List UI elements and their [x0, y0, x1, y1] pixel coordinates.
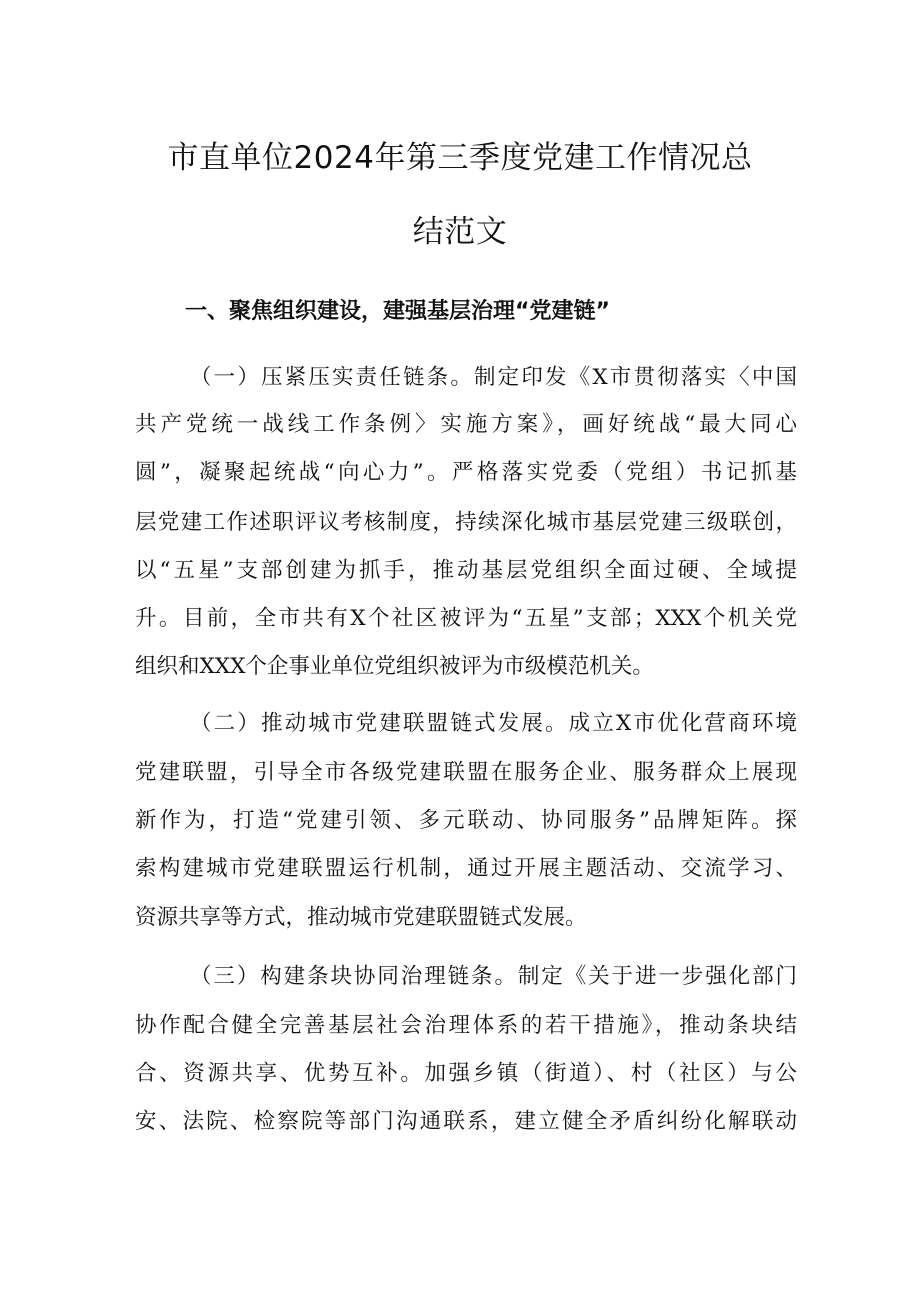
section-heading: 一、聚焦组织建设，建强基层治理“党建链”: [185, 299, 610, 324]
paragraph-1-line-3: 圆”，凝聚起统战“向心力”。严格落实党委（党组）书记抓基: [135, 460, 797, 485]
paragraph-1-line-4: 层党建工作述职评议考核制度，持续深化城市基层党建三级联创，: [135, 510, 797, 535]
paragraph-2-line-3: 新作为，打造“党建引领、多元联动、协同服务”品牌矩阵。探: [135, 808, 797, 833]
paragraph-3-line-2: 协作配合健全完善基层社会治理体系的若干措施》，推动条块结: [135, 1013, 797, 1038]
paragraph-2-line-5: 资源共享等方式，推动城市党建联盟链式发展。: [135, 905, 587, 930]
document-title-line-1: 市直单位2024年第三季度党建工作情况总: [167, 140, 753, 176]
paragraph-3-line-1: （三）构建条块协同治理链条。制定《关于进一步强化部门: [190, 964, 797, 989]
paragraph-2-line-2: 党建联盟，引导全市各级党建联盟在服务企业、服务群众上展现: [135, 760, 797, 785]
paragraph-1-line-7: 组织和XXX个企事业单位党组织被评为市级模范机关。: [135, 654, 654, 679]
document-title-line-2: 结范文: [412, 214, 508, 250]
paragraph-2-line-1: （二）推动城市党建联盟链式发展。成立X市优化营商环境: [190, 711, 797, 736]
paragraph-1-line-6: 升。目前，全市共有X个社区被评为“五星”支部；XXX个机关党: [135, 606, 797, 631]
paragraph-2-line-4: 索构建城市党建联盟运行机制，通过开展主题活动、交流学习、: [135, 856, 797, 881]
paragraph-1-line-5: 以“五星”支部创建为抓手，推动基层党组织全面过硬、全域提: [135, 558, 797, 583]
paragraph-1-line-1: （一）压紧压实责任链条。制定印发《X市贯彻落实〈中国: [190, 365, 797, 390]
paragraph-3-line-3: 合、资源共享、优势互补。加强乡镇（街道）、村（社区）与公: [135, 1061, 797, 1086]
paragraph-3-line-4: 安、法院、检察院等部门沟通联系，建立健全矛盾纠纷化解联动: [135, 1109, 797, 1134]
paragraph-1-line-2: 共产党统一战线工作条例〉实施方案》，画好统战“最大同心: [135, 412, 797, 437]
